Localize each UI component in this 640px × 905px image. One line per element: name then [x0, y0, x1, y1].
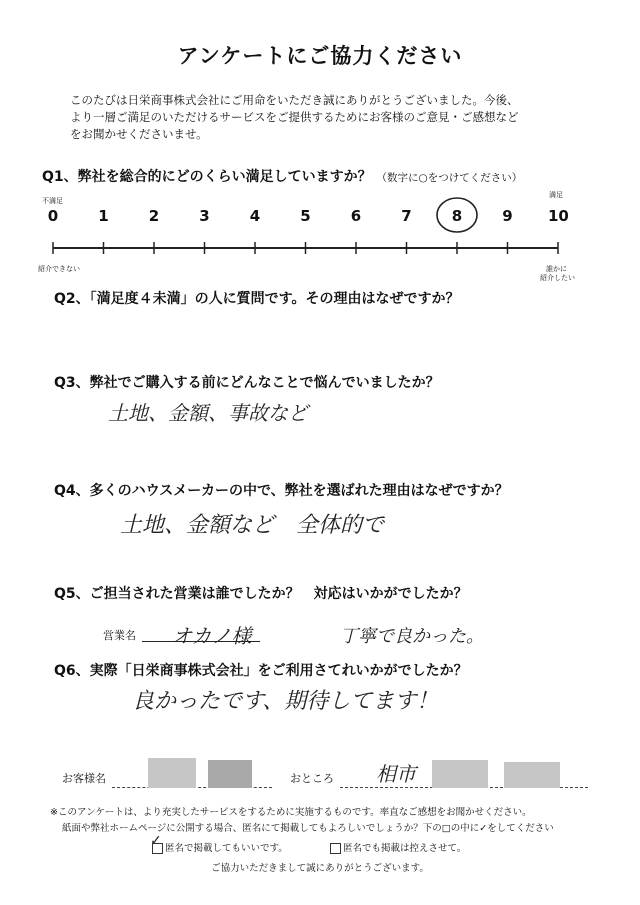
option-anonymous-decline[interactable] [330, 840, 466, 854]
scale-value-10[interactable]: 10 [548, 207, 569, 225]
option-anonymous-ok[interactable] [152, 840, 288, 854]
scale-value-8[interactable]: 8 [451, 207, 463, 225]
scale-min-bottom-label: 紹介できない [38, 265, 80, 273]
redacted-address-1 [432, 760, 488, 788]
customer-name-label: お客様名 [62, 772, 106, 785]
option-anonymous-decline-checkbox[interactable] [330, 843, 341, 854]
footer-note-2: 紙面や弊社ホームページに公開する場合、匿名にて掲載してもよろしいでしょうか？下の□の中に✓をしてください [62, 823, 554, 834]
satisfaction-scale [0, 190, 640, 270]
intro-line: をお聞かせくださいませ。 [70, 127, 208, 141]
scale-value-2[interactable]: 2 [148, 207, 160, 225]
scale-max-bottom-label-2: 紹介したい [540, 274, 575, 282]
customer-address-label: おところ [290, 772, 334, 785]
redacted-name-1 [148, 758, 196, 788]
scale-value-4[interactable]: 4 [249, 207, 261, 225]
q2-question: Q2、「満足度４未満」の人に質問です。その理由はなぜですか？ [54, 291, 460, 307]
q6-answer: 良かったです、期待してます！ [132, 689, 439, 714]
q5-question: Q5、ご担当された営業は誰でしたか？ 対応はいかがでしたか？ [54, 586, 468, 602]
sales-name-answer: オカノ様 [172, 624, 252, 648]
selected-circle [437, 198, 477, 232]
q1-note: （数字に○をつけてください） [376, 172, 523, 184]
check-mark-icon: ✓ [150, 833, 162, 849]
q1-question [42, 166, 522, 186]
q3-answer: 土地、金額、事故など [108, 401, 308, 425]
page-title: アンケートにご協力ください [177, 44, 463, 68]
scale-value-7[interactable]: 7 [401, 207, 412, 225]
scale-value-5[interactable]: 5 [300, 207, 311, 225]
scale-value-0[interactable]: 0 [47, 207, 59, 225]
redacted-address-2 [504, 762, 560, 788]
scale-value-9[interactable]: 9 [502, 207, 513, 225]
scale-value-3[interactable]: 3 [199, 207, 210, 225]
customer-address-answer: 相市 [376, 762, 416, 786]
sales-name-label: 営業名 [103, 629, 136, 642]
footer-note-1: ※このアンケートは、より充実したサービスをするために実施するものです。率直なご感想をお聞かせください。 [50, 807, 532, 818]
q1-question-text: Q1、弊社を総合的にどのくらい満足していますか？ [42, 169, 372, 185]
intro-line: より一層ご満足のいただけるサービスをご提供するためにお客様のご意見・ご感想など [70, 110, 519, 124]
intro-line: このたびは日栄商事株式会社にご用命をいただき誠にありがとうございました。今後、 [70, 93, 519, 107]
scale-value-6[interactable]: 6 [350, 207, 362, 225]
option-anonymous-decline-label: 匿名でも掲載は控えさせて。 [343, 843, 467, 854]
q4-question: Q4、多くのハウスメーカーの中で、弊社を選ばれた理由はなぜですか？ [54, 483, 509, 499]
scale-min-label: 不満足 [42, 197, 63, 205]
scale-max-bottom-label-1: 誰かに [546, 265, 567, 273]
thanks-text: ご協力いただきまして誠にありがとうございます。 [211, 863, 429, 874]
scale-max-label: 満足 [549, 191, 563, 199]
redacted-name-2 [208, 760, 252, 788]
sales-name-underline [142, 641, 260, 642]
q6-question: Q6、実際「日栄商事株式会社」をご利用さてれいかがでしたか？ [54, 663, 468, 679]
q3-question: Q3、弊社でご購入する前にどんなことで悩んでいましたか？ [54, 375, 440, 391]
q4-answer: 土地、金額など 全体的で [120, 513, 385, 538]
scale-value-1[interactable]: 1 [98, 207, 109, 225]
option-anonymous-ok-label: 匿名で掲載してもいいです。 [165, 843, 288, 854]
intro-text [70, 92, 590, 143]
q5-response-answer: 丁寧で良かった。 [340, 626, 484, 647]
